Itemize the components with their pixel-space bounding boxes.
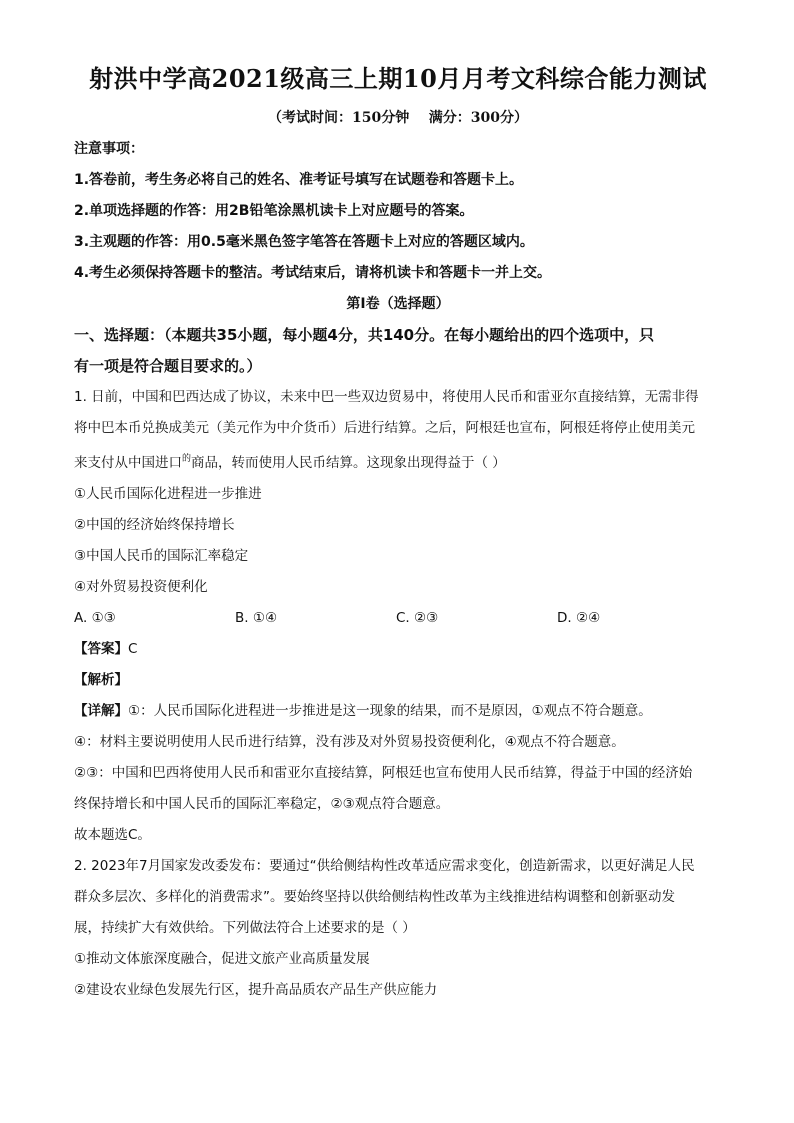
- choice-b: B. ①④: [235, 610, 278, 626]
- question-2-stem: 2. 2023年7月国家发改委发布：要通过“供给侧结构性改革适应需求变化，创造新需求，以更好满足人民: [74, 858, 695, 874]
- note-item: 1.答卷前，考生务必将自己的姓名、准考证号填写在试题卷和答题卡上。: [74, 172, 524, 188]
- question-1-option: ③中国人民币的国际汇率稳定: [74, 548, 249, 564]
- question-2-stem: 展，持续扩大有效供给。下列做法符合上述要求的是（ ）: [74, 920, 416, 936]
- question-1-choices: [74, 603, 722, 634]
- choice-d: D. ②④: [557, 610, 601, 626]
- part-title: 第Ⅰ卷（选择题）: [346, 296, 450, 312]
- choice-a: A. ①③: [74, 610, 116, 626]
- detail-line: 终保持增长和中国人民币的国际汇率稳定，②③观点符合题意。: [74, 796, 450, 812]
- note-item: 3.主观题的作答：用0.5毫米黑色签字笔答在答题卡上对应的答题区域内。: [74, 234, 534, 250]
- answer-line: [74, 634, 722, 665]
- question-1-option: ①人民币国际化进程进一步推进: [74, 486, 262, 502]
- detail-tag: 【详解】: [74, 703, 128, 719]
- detail-line: [74, 696, 722, 727]
- choice-c: C. ②③: [396, 610, 439, 626]
- analysis-tag: 【解析】: [74, 672, 128, 688]
- exam-title: 射洪中学高2021级高三上期10月月考文科综合能力测试: [89, 64, 707, 93]
- question-1-stem: 1. 日前，中国和巴西达成了协议，未来中巴一些双边贸易中，将使用人民币和雷亚尔直接结算，无需非得: [74, 389, 699, 405]
- stem-superscript: 的: [182, 454, 192, 464]
- exam-subtitle: （考试时间：150分钟 满分：300分）: [268, 110, 528, 126]
- question-1-option: ④对外贸易投资便利化: [74, 579, 208, 595]
- conclusion-line: 故本题选C。: [74, 827, 151, 843]
- question-2-option: ①推动文体旅深度融合，促进文旅产业高质量发展: [74, 951, 370, 967]
- question-1-stem: [74, 444, 722, 479]
- answer-value: C: [128, 641, 138, 657]
- section-heading-cont: 有一项是符合题目要求的。）: [74, 357, 262, 375]
- question-2-option: ②建设农业绿色发展先行区，提升高品质农产品生产供应能力: [74, 982, 438, 998]
- stem-text: 商品，转而使用人民币结算。这现象出现得益于（ ）: [191, 455, 506, 471]
- note-item: 4.考生必须保持答题卡的整洁。考试结束后，请将机读卡和答题卡一并上交。: [74, 265, 552, 281]
- question-2-stem: 群众多层次、多样化的消费需求”。要始终坚持以供给侧结构性改革为主线推进结构调整和创新驱动发: [74, 889, 675, 905]
- detail-line: ④：材料主要说明使用人民币进行结算，没有涉及对外贸易投资便利化，④观点不符合题意。: [74, 734, 625, 750]
- answer-tag: 【答案】: [74, 641, 128, 657]
- section-heading: 一、选择题：（本题共35小题，每小题4分，共140分。在每小题给出的四个选项中，只: [74, 326, 655, 344]
- question-1-option: ②中国的经济始终保持增长: [74, 517, 235, 533]
- notes-heading: 注意事项：: [74, 141, 144, 157]
- stem-text: 来支付从中国进口: [74, 455, 182, 471]
- note-item: 2.单项选择题的作答：用2B铅笔涂黑机读卡上对应题号的答案。: [74, 203, 474, 219]
- analysis-line: [74, 665, 722, 696]
- detail-text: ①：人民币国际化进程进一步推进是这一现象的结果，而不是原因，①观点不符合题意。: [128, 703, 652, 719]
- question-1-stem: 将中巴本币兑换成美元（美元作为中介货币）后进行结算。之后，阿根廷也宣布，阿根廷将停止使用美元: [74, 420, 695, 436]
- detail-line: ②③：中国和巴西将使用人民币和雷亚尔直接结算，阿根廷也宣布使用人民币结算，得益于中国的经济始: [74, 765, 693, 781]
